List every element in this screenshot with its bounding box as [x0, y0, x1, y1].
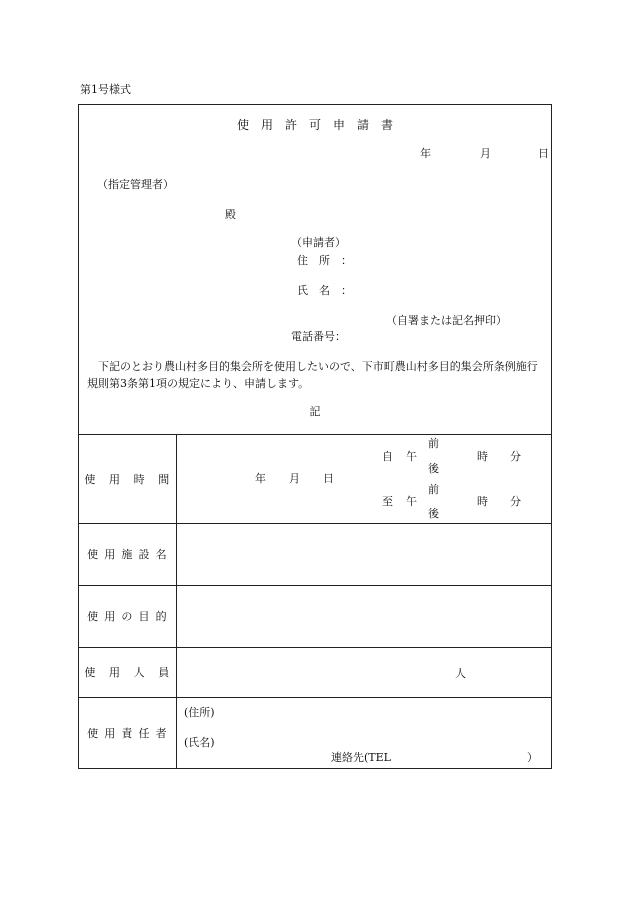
date-day: 日 — [538, 147, 549, 160]
time-to-pm: 後 — [428, 507, 439, 520]
applicant-address-label: 住 所 ： — [297, 254, 352, 267]
time-to-am: 前 — [428, 483, 439, 496]
addressee: （指定管理者） — [97, 178, 174, 191]
application-form — [78, 104, 552, 769]
applicant-name-label: 氏 名 ： — [297, 284, 352, 297]
time-from: 自 — [382, 450, 393, 463]
responsible-contact-close: ） — [527, 751, 538, 764]
table-row-responsible-label: 使 用 責 任 者 — [87, 727, 168, 740]
time-from-hour: 時 — [477, 450, 488, 463]
people-unit: 人 — [455, 667, 466, 680]
table-row-people-label: 使 用 人 員 — [84, 666, 171, 679]
table-row-time-label: 使 用 時 間 — [84, 472, 171, 486]
applicant-phone-label: 電話番号： — [291, 330, 346, 343]
time-to-hour: 時 — [477, 495, 488, 508]
time-month: 月 — [289, 472, 300, 485]
date-month: 月 — [480, 147, 491, 160]
application-statement: 下記のとおり農山村多目的集会所を使用したいので、下市町農山村多目的集会所条例施行規則第3条第1項の規定により、申請します。 — [87, 360, 538, 390]
form-title: 使 用 許 可 申 請 書 — [236, 118, 393, 132]
label-column-divider — [176, 434, 177, 768]
time-to-minute: 分 — [510, 495, 521, 508]
honorific: 殿 — [225, 208, 236, 221]
responsible-address-label: (住所) — [184, 706, 215, 719]
time-from-minute: 分 — [510, 450, 521, 463]
time-to: 至 — [382, 495, 393, 508]
table-row-facility-label: 使 用 施 設 名 — [87, 548, 168, 561]
responsible-name-label: (氏名) — [184, 736, 215, 749]
form-number: 第1号様式 — [80, 83, 131, 96]
time-to-noon: 午 — [406, 495, 417, 508]
seal-note: （自署または記名押印） — [386, 314, 507, 327]
time-from-am: 前 — [428, 437, 439, 450]
time-from-noon: 午 — [406, 450, 417, 463]
time-from-pm: 後 — [428, 462, 439, 475]
date-year: 年 — [420, 147, 431, 160]
applicant-heading: （申請者） — [291, 236, 346, 249]
note-heading: 記 — [309, 405, 321, 418]
time-day: 日 — [323, 472, 334, 485]
responsible-contact-label: 連絡先(TEL — [331, 751, 391, 764]
table-row-purpose-label: 使 用 の 目 的 — [87, 610, 168, 623]
time-year: 年 — [255, 472, 266, 485]
